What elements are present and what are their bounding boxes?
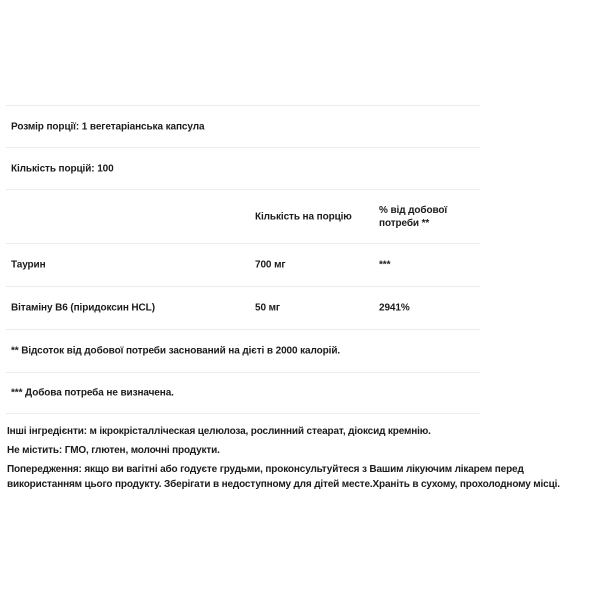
warning: Попередження: якщо ви вагітні або годуєте грудьми, проконсультуйтеся з Вашим лікуючим лікарем перед використанням цього продукту. Зберігати в недоступному для дітей месте.Храніть в сухому, прохолодному місці. (7, 464, 560, 490)
table-row (6, 243, 480, 286)
other-ingredients: Інші інгредієнти: м ікрокрісталліческая целюлоза, рослинний стеарат, діоксид кремнію. (7, 426, 431, 437)
footnote-row (6, 329, 480, 372)
product-notes (7, 424, 597, 496)
ingredient-amount: 700 мг (255, 259, 286, 271)
serving-size-row (6, 105, 480, 147)
servings-count-row (6, 147, 480, 189)
servings-count: Кількість порцій: 100 (11, 163, 114, 174)
ingredient-daily-value: 2941% (379, 302, 410, 314)
ingredient-amount: 50 мг (255, 302, 280, 314)
supplement-facts-table (6, 105, 480, 414)
footnote-row (6, 372, 480, 414)
table-row (6, 286, 480, 329)
does-not-contain: Не містить: ГМО, глютен, молочні продукти. (7, 445, 220, 456)
header-amount: Кількість на порцію (255, 211, 352, 222)
ingredient-daily-value: *** (379, 259, 391, 271)
ingredient-name: Вітаміну В6 (піридоксин HCL) (11, 302, 155, 314)
footnote-not-established: *** Добова потреба не визначена. (11, 387, 174, 399)
serving-size: Розмір порції: 1 вегетаріанська капсула (11, 121, 205, 132)
ingredient-name: Таурин (11, 259, 46, 271)
footnote-daily-value-basis: ** Відсоток від добової потреби заснований на дієті в 2000 калорій. (11, 345, 341, 357)
table-header-row (6, 189, 480, 243)
header-daily-value: % від добової потреби ** (379, 204, 448, 229)
